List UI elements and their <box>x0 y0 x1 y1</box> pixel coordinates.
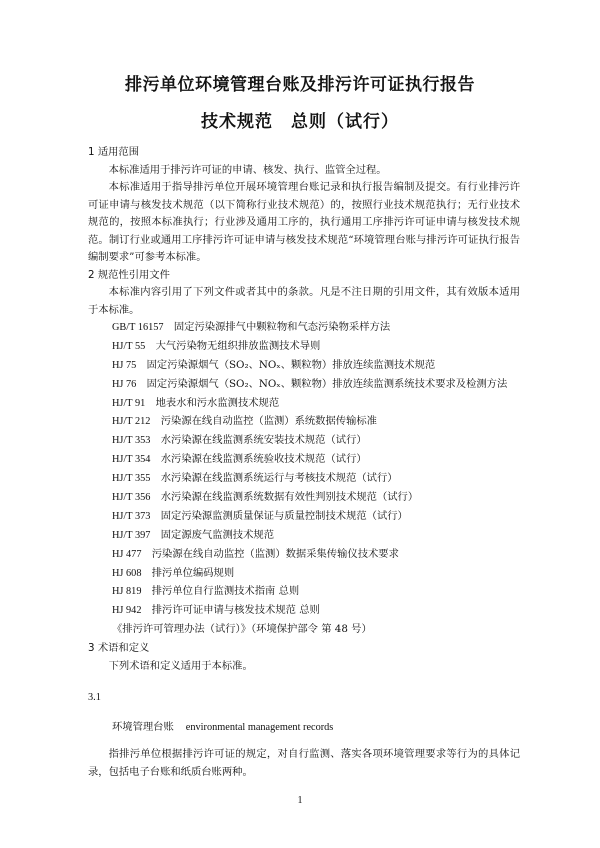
section-1-heading: 1 适用范围 <box>88 146 140 158</box>
reference-code: HJ/T 356 <box>112 492 151 504</box>
reference-title: 排污单位自行监测技术指南 总则 <box>151 585 300 598</box>
reference-title: 《排污许可管理办法（试行）》（环境保护部令 第 48 号） <box>112 623 372 636</box>
reference-title: 水污染源在线监测系统安装技术规范（试行） <box>160 434 367 447</box>
reference-title: 污染源在线自动监控（监测）系统数据传输标准 <box>160 415 377 428</box>
section-3-heading: 3 术语和定义 <box>88 642 150 655</box>
reference-title: 固定源废气监测技术规范 <box>160 528 274 541</box>
reference-code: HJ/T 354 <box>112 454 151 466</box>
section-2-heading: 2 规范性引用文件 <box>88 268 170 281</box>
document-title: 排污单位环境管理台账及排污许可证执行报告 <box>125 75 475 95</box>
reference-code: HJ/T 55 <box>112 340 146 352</box>
reference-item <box>112 546 520 565</box>
reference-item <box>112 319 520 338</box>
reference-title: 固定污染源烟气（SO₂、NOₓ、颗粒物）排放连续监测系统技术要求及检测方法 <box>146 377 508 390</box>
reference-item <box>112 451 520 470</box>
reference-code: HJ 75 <box>112 359 137 371</box>
page-number: 1 <box>297 795 303 806</box>
reference-title: 固定污染源烟气（SO₂、NOₓ、颗粒物）排放连续监测技术规范 <box>146 358 436 371</box>
reference-code: HJ/T 212 <box>112 416 151 428</box>
reference-title: 污染源在线自动监控（监测）数据采集传输仪技术要求 <box>151 547 399 560</box>
reference-title: 固定污染源排气中颗粒物和气态污染物采样方法 <box>173 321 391 333</box>
section-1-paragraph: 本标准适用于排污许可证的申请、核发、执行、监管全过程。 <box>108 163 387 176</box>
reference-title: 水污染源在线监测系统数据有效性判别技术规范（试行） <box>160 491 419 504</box>
reference-item <box>112 357 520 376</box>
reference-code: HJ/T 353 <box>112 435 151 447</box>
section-3-intro: 下列术语和定义适用于本标准。 <box>108 659 253 672</box>
document-body <box>88 144 520 781</box>
reference-code: HJ 477 <box>112 548 142 560</box>
reference-code: HJ/T 397 <box>112 529 151 541</box>
term-chinese: 环境管理台账 <box>112 720 174 733</box>
reference-title: 大气污染物无组织排放监测技术导则 <box>155 339 321 352</box>
reference-item <box>112 413 520 432</box>
reference-item <box>112 527 520 546</box>
reference-list <box>88 319 520 640</box>
reference-code: HJ/T 91 <box>112 397 146 409</box>
reference-item <box>112 338 520 357</box>
reference-code: HJ 608 <box>112 567 142 579</box>
term-definition: 指排污单位根据排污许可证的规定，对自行监测、落实各项环境管理要求等行为的具体记录，包括电子台账和纸质台账两种。 <box>88 748 520 778</box>
reference-title: 固定污染源监测质量保证与质量控制技术规范（试行） <box>160 509 408 522</box>
reference-code: HJ/T 355 <box>112 473 151 485</box>
reference-title: 地表水和污水监测技术规范 <box>155 396 280 409</box>
reference-item <box>112 583 520 602</box>
reference-code: HJ 942 <box>112 605 142 617</box>
term-number: 3.1 <box>88 692 101 704</box>
reference-title: 水污染源在线监测系统运行与考核技术规范（试行） <box>160 472 398 485</box>
reference-title: 排污单位编码规则 <box>151 566 235 579</box>
reference-code: HJ/T 373 <box>112 510 151 522</box>
reference-title: 水污染源在线监测系统验收技术规范（试行） <box>160 453 367 466</box>
reference-item <box>112 565 520 584</box>
reference-item <box>112 602 520 621</box>
reference-code: HJ 819 <box>112 586 142 598</box>
reference-item <box>112 395 520 414</box>
reference-item <box>112 508 520 527</box>
reference-code: HJ 76 <box>112 378 137 390</box>
term-english: environmental management records <box>185 721 334 733</box>
reference-title: 排污许可证申请与核发技术规范 总则 <box>151 604 320 617</box>
section-1-paragraph: 本标准适用于指导排污单位开展环境管理台账记录和执行报告编制及提交。有行业排污许可证申请与核发技术规范（以下简称行业技术规范）的，按照行业技术规范执行；无行业技术规范的，按照本标准执行；行业涉及通用工序的，执行通用工序排污许可证申请与核发技术规范。制订行业或通用工序排污许可证申请与核发技术规范“环境管理台账与排污许可证执行报告编制要求”可参考本标准。 <box>88 181 520 263</box>
reference-item <box>112 621 520 640</box>
reference-item <box>112 432 520 451</box>
reference-item <box>112 470 520 489</box>
reference-item <box>112 376 520 395</box>
section-2-intro: 本标准内容引用了下列文件或者其中的条款。凡是不注日期的引用文件，其有效版本适用于本标准。 <box>88 286 520 316</box>
document-subtitle: 技术规范 总则（试行） <box>201 112 399 132</box>
reference-item <box>112 489 520 508</box>
term-entry <box>112 719 520 737</box>
reference-code: GB/T 16157 <box>112 322 164 333</box>
